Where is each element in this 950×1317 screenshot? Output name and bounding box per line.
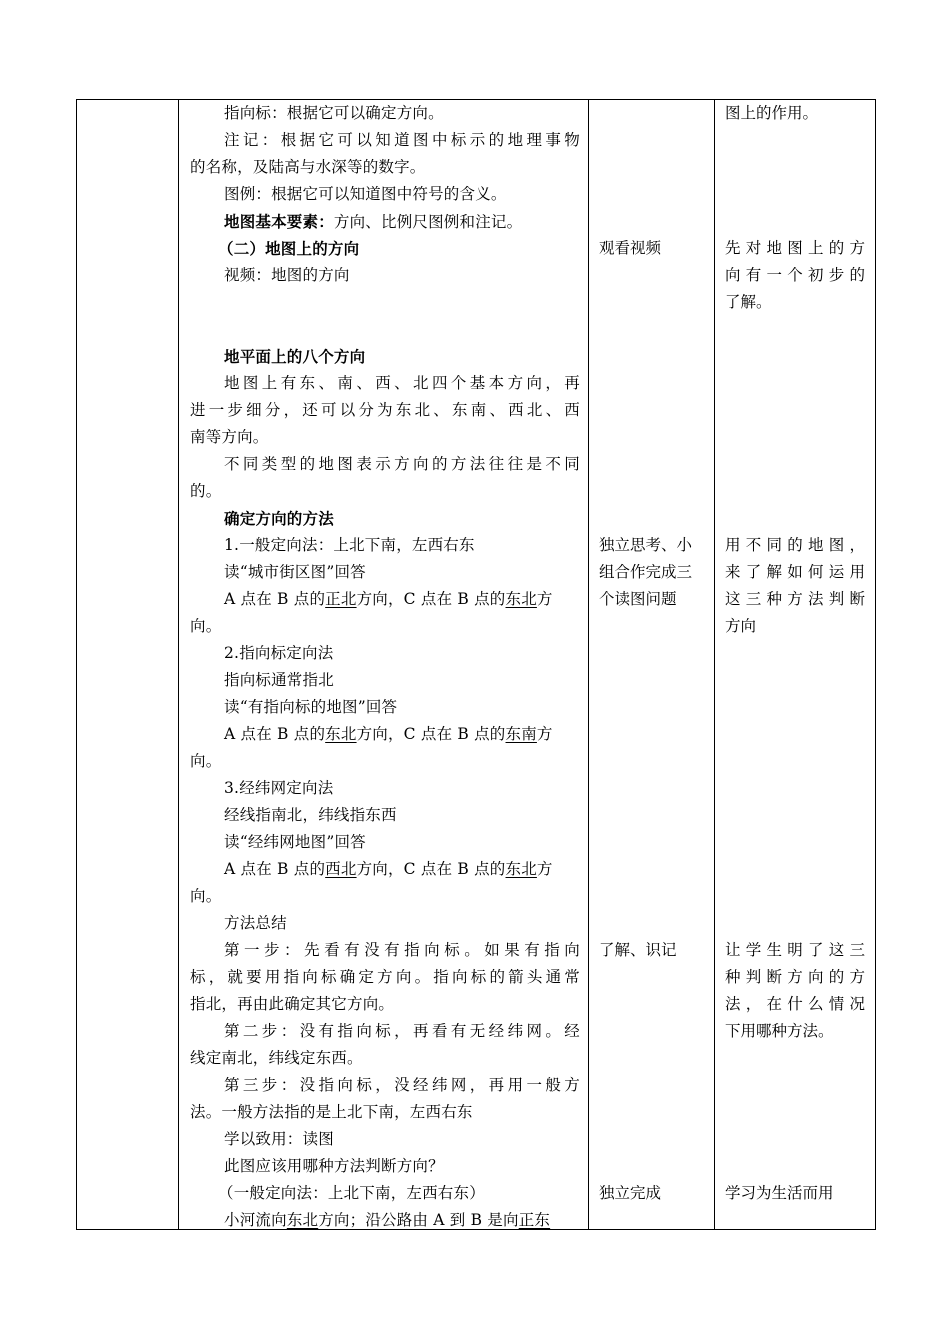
summary-step3-1: 第三步：没指向标，没经纬网，再用一般方 — [224, 1076, 580, 1094]
answer-c: 东北 — [505, 860, 537, 878]
basic-elements-label: 地图基本要素： — [224, 212, 334, 231]
answer-a: 西北 — [325, 860, 357, 878]
intent-summary-3: 法，在什么情况 — [725, 995, 865, 1013]
eight-directions-p1-3: 南等方向。 — [190, 428, 269, 446]
lesson-plan-table — [76, 99, 876, 1230]
summary-title: 方法总结 — [224, 914, 287, 932]
compass-line: 指向标：根据它可以确定方向。 — [224, 104, 444, 122]
summary-step2-2: 线定南北，纬线定东西。 — [190, 1049, 363, 1067]
eight-directions-p1-2: 进一步细分，还可以分为东北、东南、西北、西 — [190, 401, 580, 419]
basic-elements-text: 方向、比例尺图例和注记。 — [333, 213, 523, 231]
answer-a: 东北 — [325, 725, 357, 743]
answer-suffix: 方 — [536, 725, 553, 743]
methods-title: 确定方向的方法 — [224, 509, 334, 528]
annotation-line-2: 的名称，及陆高与水深等的数字。 — [190, 158, 426, 176]
method2-read: 读“有指向标的地图”回答 — [224, 698, 398, 716]
practice-title: 学以致用：读图 — [224, 1130, 334, 1148]
eight-directions-p2-1: 不同类型的地图表示方向的方法往往是不同 — [224, 455, 580, 473]
intent-video-3: 了解。 — [725, 293, 772, 311]
student-solo: 独立完成 — [599, 1184, 662, 1202]
student-think-2: 组合作完成三 — [599, 563, 693, 581]
answer-a: 正北 — [325, 590, 357, 608]
method3-wrap: 向。 — [190, 887, 222, 905]
video-line: 视频：地图的方向 — [224, 266, 350, 284]
method1-read: 读“城市街区图”回答 — [224, 563, 366, 581]
method2-wrap: 向。 — [190, 752, 222, 770]
eight-directions-p2-2: 的。 — [190, 482, 222, 500]
student-learn: 了解、识记 — [599, 941, 677, 959]
answer-c: 东南 — [505, 725, 537, 743]
basic-elements-line — [224, 208, 580, 235]
method1-wrap: 向。 — [190, 617, 222, 635]
teaching-content-column — [179, 100, 589, 1230]
section2-title: （二）地图上的方向 — [218, 239, 360, 258]
summary-step1-1: 第一步：先看有没有指向标。如果有指向 — [224, 941, 580, 959]
road-answer: 正东 — [518, 1211, 551, 1229]
design-intent-column — [715, 100, 876, 1230]
river-prefix: 小河流向 — [224, 1211, 287, 1229]
intent-video-2: 向有一个初步的 — [725, 266, 865, 284]
method1-answer — [224, 586, 580, 613]
road-prefix: 方向；沿公路由 A 到 B 是向 — [318, 1211, 519, 1229]
summary-step1-2: 标，就要用指向标确定方向。指向标的箭头通常 — [190, 968, 580, 986]
intent-summary-2: 种判断方向的方 — [725, 968, 865, 986]
answer-suffix: 方 — [536, 590, 553, 608]
intent-summary-1: 让学生明了这三 — [725, 941, 865, 959]
method2-title: 2.指向标定向法 — [224, 644, 334, 662]
student-watch: 观看视频 — [599, 239, 662, 257]
intent-methods-2: 来了解如何运用 — [725, 563, 865, 581]
answer-middle: 方向，C 点在 B 点的 — [356, 725, 506, 743]
intent-methods-3: 这三种方法判断 — [725, 590, 865, 608]
summary-step1-3: 指北，再由此确定其它方向。 — [190, 995, 395, 1013]
river-answer: 东北 — [286, 1211, 319, 1229]
student-think-1: 独立思考、小 — [599, 536, 693, 554]
intent-video-1: 先对地图上的方 — [725, 239, 865, 257]
answer-suffix: 方 — [536, 860, 553, 878]
method2-answer — [224, 721, 580, 748]
summary-step3-2: 法。一般方法指的是上北下南，左西右东 — [190, 1103, 473, 1121]
method2-rule: 指向标通常指北 — [224, 671, 334, 689]
answer-prefix: A 点在 B 点的 — [224, 725, 326, 743]
answer-middle: 方向，C 点在 B 点的 — [356, 860, 506, 878]
answer-prefix: A 点在 B 点的 — [224, 590, 326, 608]
intent-methods-4: 方向 — [725, 617, 757, 635]
answer-prefix: A 点在 B 点的 — [224, 860, 326, 878]
method1-title: 1.一般定向法：上北下南，左西右东 — [224, 536, 475, 554]
eight-directions-p1-1: 地图上有东、南、西、北四个基本方向，再 — [224, 374, 580, 392]
method3-rule: 经线指南北，纬线指东西 — [224, 806, 397, 824]
student-think-3: 个读图问题 — [599, 590, 677, 608]
intent-methods-1: 用不同的地图， — [725, 536, 865, 554]
answer-c: 东北 — [505, 590, 537, 608]
legend-line: 图例：根据它可以知道图中符号的含义。 — [224, 185, 507, 203]
student-activity-column — [589, 100, 715, 1230]
answer-middle: 方向，C 点在 B 点的 — [356, 590, 506, 608]
intent-top: 图上的作用。 — [725, 104, 819, 122]
practice-answer: （一般定向法：上北下南，左西右东） — [218, 1184, 485, 1202]
method3-read: 读“经纬网地图”回答 — [224, 833, 366, 851]
practice-river-line — [224, 1207, 580, 1234]
summary-step2-1: 第二步：没有指向标，再看有无经纬网。经 — [224, 1022, 580, 1040]
eight-directions-title: 地平面上的八个方向 — [224, 347, 366, 366]
method3-answer — [224, 856, 580, 883]
annotation-line-1: 注记：根据它可以知道图中标示的地理事物 — [224, 131, 580, 149]
practice-question: 此图应该用哪种方法判断方向？ — [224, 1157, 444, 1175]
method3-title: 3.经纬网定向法 — [224, 779, 334, 797]
intent-summary-4: 下用哪种方法。 — [725, 1022, 834, 1040]
stage-column — [77, 100, 179, 1230]
intent-life: 学习为生活而用 — [725, 1184, 834, 1202]
